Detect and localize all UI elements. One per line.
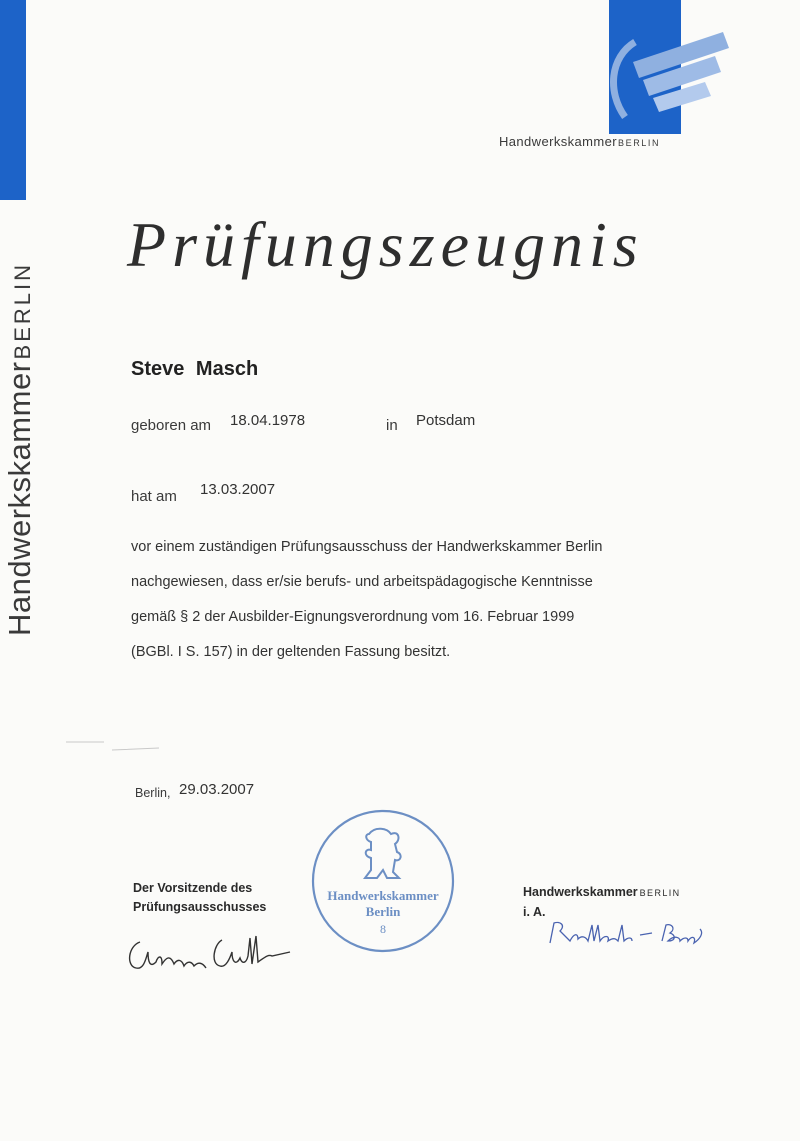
logo-caption xyxy=(499,134,660,149)
chairman-caption xyxy=(133,879,266,917)
chamber-logo-icon xyxy=(605,22,735,132)
issue-place: Berlin, xyxy=(135,786,171,800)
birth-place: Potsdam xyxy=(416,412,476,429)
birth-date: 18.04.1978 xyxy=(230,412,306,429)
seal-line-2: Berlin xyxy=(365,904,401,919)
in-label: in xyxy=(386,417,398,434)
chamber-caption-ia: i. A. xyxy=(523,905,546,919)
side-brand-main: Handwerkskammer xyxy=(2,361,37,636)
side-brand-bar xyxy=(0,0,26,200)
certificate-title: Prüfungszeugnis xyxy=(127,209,644,280)
body-line: (BGBl. I S. 157) in der geltenden Fassung besitzt. xyxy=(131,644,451,660)
chamber-caption-sub: BERLIN xyxy=(639,888,681,898)
side-brand-text xyxy=(2,196,38,636)
side-brand-sub: BERLIN xyxy=(10,262,35,360)
seal-line-3: 8 xyxy=(380,922,386,936)
certificate-body xyxy=(131,530,651,670)
logo-caption-sub: BERLIN xyxy=(617,138,661,148)
born-label: geboren am xyxy=(131,417,212,434)
exam-date: 13.03.2007 xyxy=(200,481,276,498)
issue-date: 29.03.2007 xyxy=(179,781,255,798)
chairman-signature xyxy=(122,928,302,983)
official-seal-icon xyxy=(309,806,459,956)
body-line: vor einem zuständigen Prüfungsausschuss der Handwerkskammer Berlin xyxy=(131,539,603,555)
seal-line-1: Handwerkskammer xyxy=(327,888,439,903)
logo-caption-main: Handwerkskammer xyxy=(499,134,617,149)
pencil-mark xyxy=(64,736,184,756)
body-line: nachgewiesen, dass er/sie berufs- und arbeitspädagogische Kenntnisse xyxy=(131,574,593,590)
chamber-signature xyxy=(544,915,714,955)
exam-on-label: hat am xyxy=(131,488,177,505)
chairman-line-2: Prüfungsausschusses xyxy=(133,900,267,914)
body-line: gemäß § 2 der Ausbilder-Eignungsverordnung vom 16. Februar 1999 xyxy=(131,609,575,625)
recipient-name: Steve Masch xyxy=(131,358,259,380)
chairman-line-1: Der Vorsitzende des xyxy=(133,881,253,895)
chamber-caption-main: Handwerkskammer xyxy=(523,885,638,899)
